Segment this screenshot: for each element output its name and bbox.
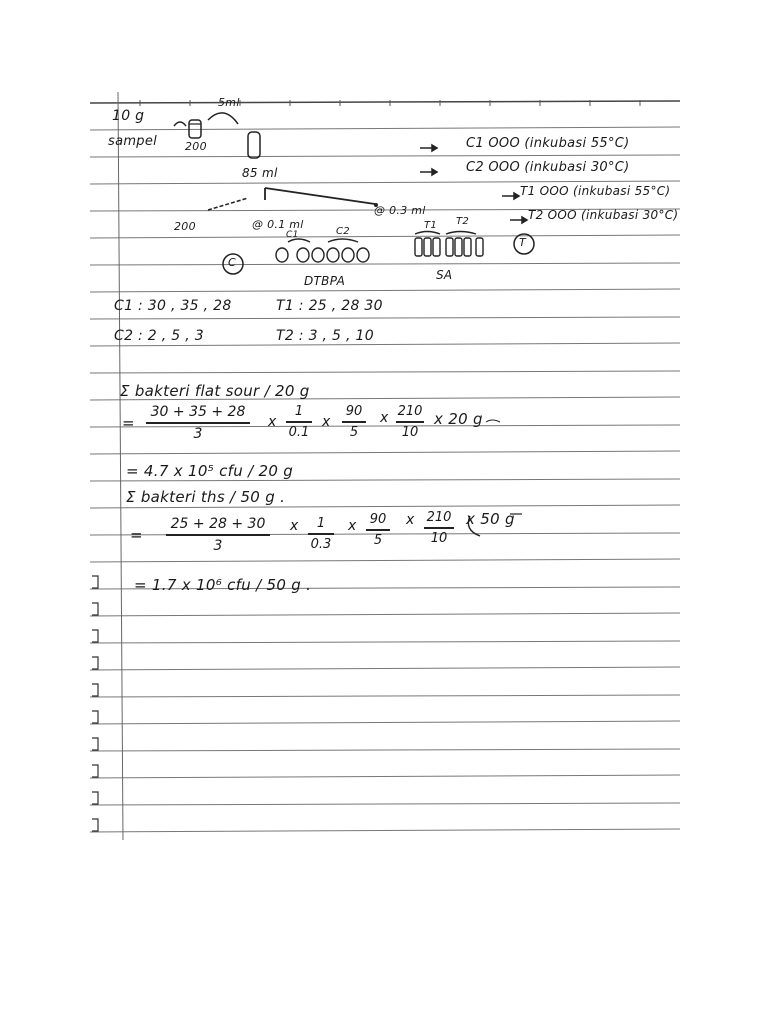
mass-label: 10 g xyxy=(112,108,145,124)
calc1-num3: 90 xyxy=(345,404,363,419)
calc1-den2: 0.1 xyxy=(288,424,310,440)
calc2-fraction-dilution1 xyxy=(366,512,390,548)
calc1-den1: 3 xyxy=(193,425,203,442)
incubation-c2: C2 OOO (inkubasi 30°C) xyxy=(466,160,630,175)
calc2-den1: 3 xyxy=(213,537,223,554)
calc1-fraction-dilution2 xyxy=(396,404,424,440)
calc2-heading: Σ bakteri ths / 50 g . xyxy=(126,488,286,506)
incubation-t2: T2 OOO (inkubasi 30°C) xyxy=(528,208,679,222)
t2-group-label: T2 xyxy=(456,216,470,227)
volume-0.3ml-label: @ 0.3 ml xyxy=(374,204,426,217)
calc1-heading: Σ bakteri flat sour / 20 g xyxy=(120,382,310,400)
calc2-den3: 5 xyxy=(373,532,383,548)
calc1-times2: x xyxy=(322,414,331,430)
calc2-tail: x 50 g xyxy=(466,510,515,528)
counts-c2: C2 : 2 , 5 , 3 xyxy=(114,328,204,344)
calc1-times1: x xyxy=(268,414,277,430)
calc2-times1: x xyxy=(290,518,299,534)
volume-0.1ml-label: @ 0.1 ml xyxy=(252,218,304,231)
calc1-den3: 5 xyxy=(349,424,359,440)
calc1-fraction-volume xyxy=(286,404,312,440)
calc1-num2: 1 xyxy=(294,404,304,419)
incubation-t1: T1 OOO (inkubasi 55°C) xyxy=(520,184,671,198)
calc2-times3: x xyxy=(406,512,415,528)
calc1-equals: = xyxy=(122,414,135,432)
calc1-num4: 210 xyxy=(397,404,423,419)
calc1-fraction-counts xyxy=(146,404,250,442)
counts-t1: T1 : 25 , 28 30 xyxy=(276,298,383,314)
calc2-result: = 1.7 x 10⁶ cfu / 50 g . xyxy=(134,576,312,594)
calc2-den2: 0.3 xyxy=(310,536,332,552)
incubation-c1: C1 OOO (inkubasi 55°C) xyxy=(466,136,630,151)
calc1-tail: x 20 g xyxy=(434,410,483,428)
counts-t2: T2 : 3 , 5 , 10 xyxy=(276,328,374,344)
calc1-result: = 4.7 x 10⁵ cfu / 20 g xyxy=(126,462,294,480)
calc2-fraction-volume xyxy=(308,516,334,552)
sample-label: sampel xyxy=(108,134,158,149)
calc1-den4: 10 xyxy=(401,424,419,440)
c1-group-label: C1 xyxy=(286,230,299,240)
calc1-num1: 30 + 35 + 28 xyxy=(150,404,246,420)
circle-t-label: T xyxy=(519,236,527,249)
volume-200-label: 200 xyxy=(185,140,207,153)
counts-c1: C1 : 30 , 35 , 28 xyxy=(114,298,232,314)
t1-group-label: T1 xyxy=(424,220,438,231)
calc2-times2: x xyxy=(348,518,357,534)
circle-c-label: C xyxy=(228,256,236,269)
calc2-fraction-dilution2 xyxy=(424,510,454,546)
dilution-200-label: 200 xyxy=(174,220,196,233)
calc2-fraction-counts xyxy=(166,516,270,554)
c2-group-label: C2 xyxy=(336,226,350,237)
calc2-num3: 90 xyxy=(369,512,387,527)
calc2-num4: 210 xyxy=(426,510,452,525)
volume-85ml-label: 85 ml xyxy=(242,166,278,180)
calc2-equals: = xyxy=(130,526,143,544)
dtbpa-label: DTBPA xyxy=(304,274,346,288)
calc2-den4: 10 xyxy=(430,530,448,546)
calc1-times3: x xyxy=(380,410,389,426)
calc2-num2: 1 xyxy=(316,516,326,531)
calc2-num1: 25 + 28 + 30 xyxy=(170,516,266,532)
sa-label: SA xyxy=(436,268,453,282)
notebook-page xyxy=(90,92,680,840)
calc1-fraction-dilution1 xyxy=(342,404,366,440)
volume-5ml-label: 5ml xyxy=(218,96,240,109)
